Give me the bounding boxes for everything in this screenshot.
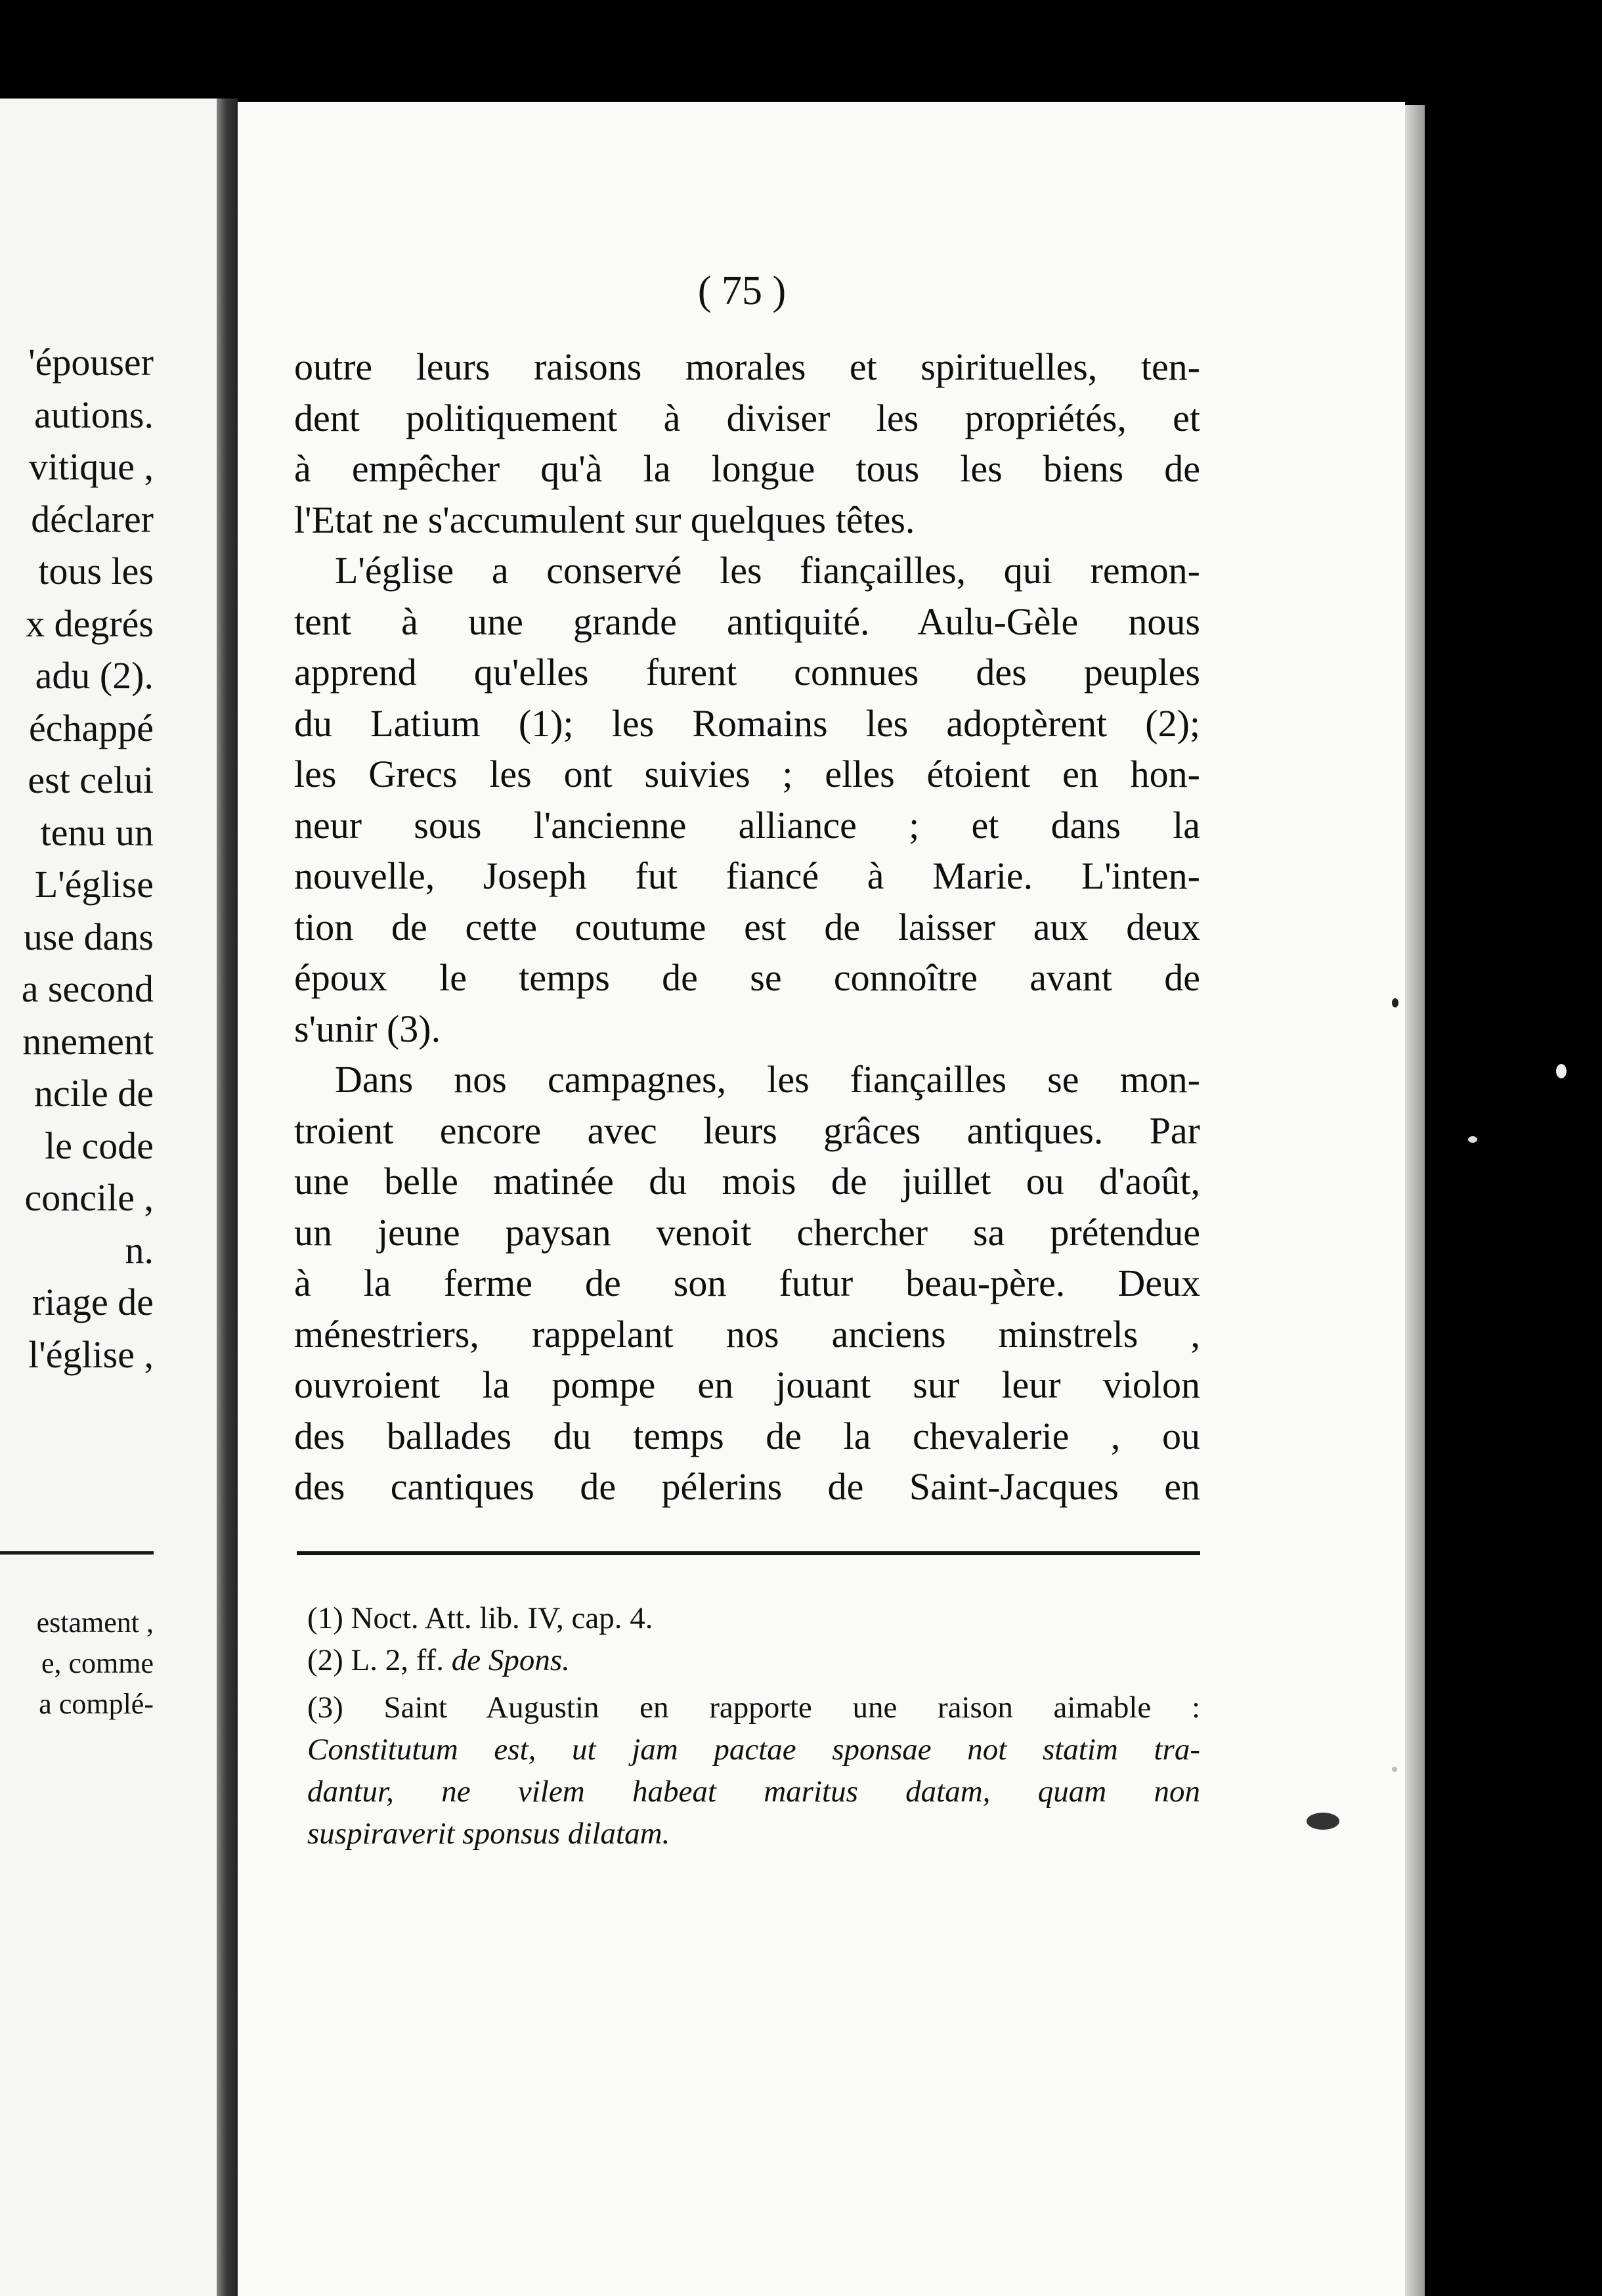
scan-speck: [1307, 1813, 1339, 1830]
footnotes: [307, 1597, 1200, 1855]
footnote-2-ref: (2) L. 2, ff.: [307, 1643, 452, 1677]
left-line: l'église ,: [28, 1333, 154, 1376]
left-line: concile ,: [24, 1176, 154, 1219]
left-note-line: e, comme: [41, 1647, 154, 1679]
footnote-3: (3) Saint Augustin en rapporte une raison aimable :: [307, 1690, 1200, 1725]
left-page-text: [22, 336, 154, 1380]
left-line: tenu un: [40, 810, 154, 854]
body-line: du Latium (1); les Romains les adoptèrent (2);: [294, 701, 1200, 745]
left-line: le code: [45, 1124, 154, 1167]
body-line: tent à une grande antiquité. Aulu-Gèle nous: [294, 600, 1200, 643]
body-text: [294, 342, 1200, 1512]
left-line: 'épouser: [28, 341, 154, 384]
footnote-3-latin: suspiraverit sponsus dilatam.: [307, 1817, 670, 1851]
body-line: à empêcher qu'à la longue tous les biens de: [294, 447, 1200, 490]
left-line: vitique ,: [28, 445, 154, 488]
left-line: adu (2).: [35, 654, 154, 697]
body-line: les Grecs les ont suivies ; elles étoient en hon-: [294, 753, 1200, 795]
footnote-3-latin: Constitutum est, ut jam pactae sponsae not statim tra-: [307, 1733, 1200, 1767]
body-line: neur sous l'ancienne alliance ; et dans la: [294, 803, 1200, 847]
footnote-1: (1) Noct. Att. lib. IV, cap. 4.: [307, 1601, 653, 1635]
footnote-rule: [297, 1551, 1200, 1555]
left-line: ncile de: [34, 1072, 154, 1115]
body-line: époux le temps de se connoître avant de: [294, 956, 1200, 999]
body-line: une belle matinée du mois de juillet ou d'août,: [294, 1160, 1200, 1203]
left-line: riage de: [32, 1281, 154, 1323]
footnote-2: [307, 1639, 1200, 1681]
left-footnote-rule: [0, 1551, 154, 1555]
left-line: n.: [125, 1228, 154, 1271]
body-line: outre leurs raisons morales et spirituelles, ten-: [294, 345, 1200, 388]
footnote-2-italic: de Spons.: [451, 1643, 570, 1677]
left-line: échappé: [29, 706, 154, 749]
body-line: l'Etat ne s'accumulent sur quelques têtes.: [294, 498, 915, 541]
body-line: des cantiques de pélerins de Saint-Jacques en: [294, 1465, 1200, 1508]
footnote-3-latin: dantur, ne vilem habeat maritus datam, quam non: [307, 1775, 1200, 1809]
page-number: ( 75 ): [697, 269, 787, 313]
body-line: troient encore avec leurs grâces antiques. Par: [294, 1109, 1200, 1152]
left-line: use dans: [23, 915, 154, 958]
body-line: nouvelle, Joseph fut fiancé à Marie. L'inten-: [294, 854, 1200, 897]
left-line: nnement: [22, 1019, 154, 1063]
left-line: autions.: [33, 393, 154, 436]
left-line: est celui: [28, 759, 154, 801]
body-line: L'église a conservé les fiançailles, qui remon-: [335, 549, 1200, 592]
body-line: des ballades du temps de la chevalerie , ou: [294, 1414, 1200, 1457]
book-gutter: [217, 99, 238, 2296]
left-line: L'église: [34, 863, 154, 906]
left-note-line: estament ,: [36, 1606, 154, 1639]
scan-speck: [1392, 1767, 1397, 1772]
body-line: tion de cette coutume est de laisser aux deux: [294, 905, 1200, 948]
left-line: a second: [21, 967, 154, 1010]
left-page-notes: [37, 1602, 154, 1725]
left-line: tous les: [38, 550, 154, 592]
body-line: apprend qu'elles furent connues des peuples: [294, 651, 1200, 694]
page-edge: [1405, 105, 1425, 2296]
scan-speck: [1468, 1136, 1477, 1143]
body-line: ouvroient la pompe en jouant sur leur violon: [294, 1363, 1200, 1406]
left-note-line: a complé-: [39, 1688, 154, 1720]
body-line: ménestriers, rappelant nos anciens minstrels ,: [294, 1312, 1200, 1356]
body-line: dent politiquement à diviser les propriétés, et: [294, 396, 1200, 439]
left-line: déclarer: [31, 497, 154, 541]
left-page-fragment: [0, 99, 217, 2296]
body-line: s'unir (3).: [294, 1007, 441, 1050]
body-line: un jeune paysan venoit chercher sa prétendue: [294, 1210, 1200, 1254]
body-line: à la ferme de son futur beau-père. Deux: [294, 1262, 1200, 1304]
body-line: Dans nos campagnes, les fiançailles se mon-: [335, 1058, 1200, 1101]
scan-speck: [1556, 1064, 1567, 1078]
left-line: x degrés: [26, 602, 154, 645]
scan-speck: [1392, 998, 1398, 1007]
